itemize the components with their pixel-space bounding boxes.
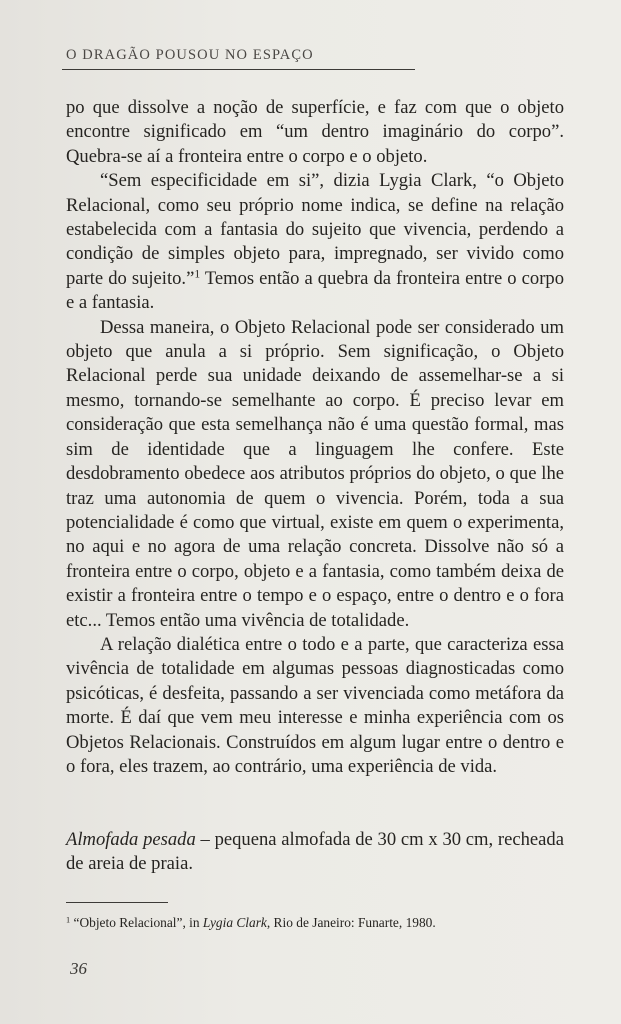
footnote-rule bbox=[66, 902, 168, 903]
footnote-number: 1 bbox=[66, 915, 71, 925]
paragraph-1: po que dissolve a noção de superfície, e faz com que o objeto encontre significado em “um dentro imaginário do corpo”. Quebra-se aí a fronteira entre o corpo e o objeto. bbox=[66, 97, 564, 167]
footnote-work-title: Lygia Clark bbox=[202, 915, 267, 930]
body-text bbox=[66, 96, 564, 779]
footnote bbox=[66, 914, 436, 932]
paragraph-2 bbox=[66, 169, 564, 315]
running-head: O DRAGÃO POUSOU NO ESPAÇO bbox=[66, 47, 314, 63]
header-rule bbox=[62, 69, 415, 70]
caption-text: – pequena almofada de 30 cm x 30 cm, recheada de areia de praia. bbox=[66, 829, 564, 875]
page-number: 36 bbox=[70, 959, 87, 978]
paragraph-4: A relação dialética entre o todo e a parte, que caracteriza essa vivência de totalidade em algumas pessoas diagnosticadas como psicóticas, é desfeita, passando a ser vivenciada como metáfora da morte. É daí que vem meu interesse e minha experiência com os Objetos Relacionais. Construídos em algum lugar entre o dentro e o fora, eles trazem, ao contrário, uma experiência de vida. bbox=[66, 633, 564, 777]
caption-title: Almofada pesada bbox=[66, 829, 196, 850]
paragraph-2-text: “Sem especificidade em si”, dizia Lygia Clark, “o Objeto Relacional, como seu próprio nome indica, se define na relação estabelecida com a fantasia do sujeito que vivencia, perdendo a condição de simples objeto para, impregnado, ser vivido como parte do sujeito.” bbox=[66, 170, 564, 289]
object-caption bbox=[66, 828, 564, 877]
footnote-publication: , Rio de Janeiro: Funarte, 1980. bbox=[266, 915, 436, 930]
footnote-text: “Objeto Relacional”, in bbox=[70, 915, 203, 930]
paragraph-3: Dessa maneira, o Objeto Relacional pode ser considerado um objeto que anula a si próprio. Sem significação, o Objeto Relacional perde sua unidade deixando de assemelhar-se a si mesmo, tornando-se semelhante ao corpo. É preciso levar em consideração que esta semelhança não é uma questão formal, mas sim de identidade que a linguagem lhe confere. Este desdobramento obedece aos atributos próprios do objeto, o que lhe traz uma autonomia de quem o vivencia. Porém, toda a sua potencialidade é como que virtual, existe em quem o experimenta, no aqui e no agora de uma relação concreta. Dissolve não só a fronteira entre o corpo, objeto e a fantasia, como também deixa de existir a fronteira entre o tempo e o espaço, entre o dentro e o fora etc... Temos então uma vivência de totalidade. bbox=[66, 316, 564, 631]
paragraph-2-continuation: Temos então a quebra da fronteira entre o corpo e a fantasia. bbox=[66, 267, 564, 314]
footnote-reference: 1 bbox=[194, 268, 201, 281]
